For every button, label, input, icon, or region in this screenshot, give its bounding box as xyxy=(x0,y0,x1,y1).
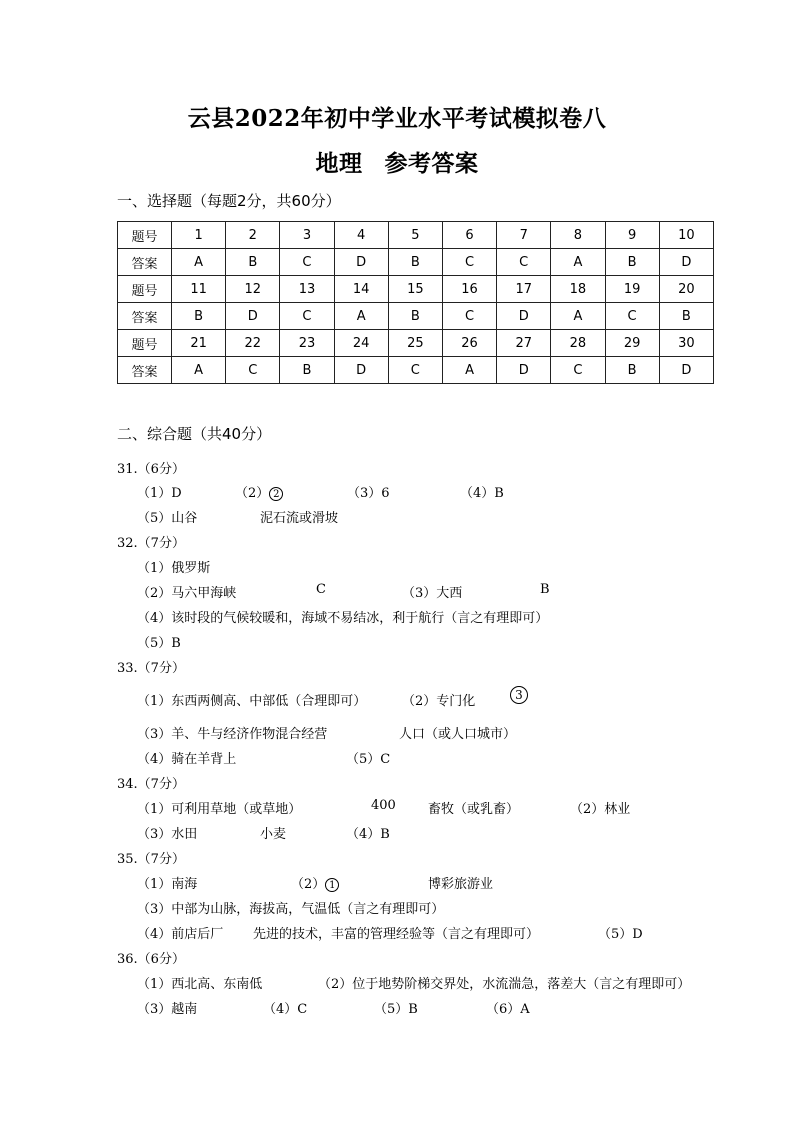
q36-heading: 36.（6分） xyxy=(117,952,185,967)
q35-answer-5: （5）D xyxy=(598,927,643,942)
q32-answer-1: （1）俄罗斯 xyxy=(137,561,211,576)
table-cell: D xyxy=(334,249,388,276)
q32-answer-4: （4）该时段的气候较暖和，海域不易结冰，利于航行（言之有理即可） xyxy=(137,611,549,626)
table-cell: C xyxy=(442,303,496,330)
table-cell: 5 xyxy=(388,222,442,249)
q36-answer-1: （1）西北高、东南低 xyxy=(137,977,263,992)
table-cell: 7 xyxy=(497,222,551,249)
q32-answer-2b: C xyxy=(316,582,326,597)
table-row xyxy=(118,249,714,276)
q35-answer-1: （1）南海 xyxy=(137,877,198,892)
table-cell: 15 xyxy=(388,276,442,303)
q31-answer-2: （2） 2 xyxy=(235,482,283,501)
q33-answer-1: （1）东西两侧高、中部低（合理即可） xyxy=(137,694,367,709)
table-cell: C xyxy=(442,249,496,276)
table-cell: 18 xyxy=(551,276,605,303)
row-label: 题号 xyxy=(118,276,172,303)
table-cell: D xyxy=(659,249,713,276)
table-cell: 2 xyxy=(226,222,280,249)
table-cell: D xyxy=(497,303,551,330)
table-cell: 16 xyxy=(442,276,496,303)
table-cell: 29 xyxy=(605,330,659,357)
q36-answer-6: （6）A xyxy=(486,1002,530,1017)
q36-answer-4: （4）C xyxy=(263,1002,308,1017)
q31-answer-4: （4）B xyxy=(460,486,504,501)
row-label: 答案 xyxy=(118,357,172,384)
q34-answer-4: （4）B xyxy=(346,827,390,842)
q36-answer-3: （3）越南 xyxy=(137,1002,198,1017)
table-cell: A xyxy=(172,357,226,384)
table-row xyxy=(118,276,714,303)
answer-key-label: 参考答案 xyxy=(384,150,479,177)
section-choice-heading: 一、选择题（每题2分，共60分） xyxy=(117,192,341,210)
q34-answer-2: （2）林业 xyxy=(570,802,631,817)
q35-heading: 35.（7分） xyxy=(117,852,185,867)
table-cell: C xyxy=(280,249,334,276)
table-cell: B xyxy=(388,303,442,330)
table-cell: 3 xyxy=(280,222,334,249)
q34-answer-3b: 小麦 xyxy=(260,827,287,842)
table-cell: B xyxy=(388,249,442,276)
table-row xyxy=(118,222,714,249)
q32-heading: 32.（7分） xyxy=(117,536,185,551)
choice-answer-table xyxy=(117,221,714,384)
table-cell: 14 xyxy=(334,276,388,303)
q35-answer-4b: 先进的技术，丰富的管理经验等（言之有理即可） xyxy=(253,927,540,942)
table-cell: 17 xyxy=(497,276,551,303)
table-cell: A xyxy=(551,249,605,276)
q31-heading: 31.（6分） xyxy=(117,462,185,477)
q34-answer-1: （1）可利用草地（或草地） xyxy=(137,802,302,817)
circled-number: 1 xyxy=(325,878,339,892)
table-cell: 20 xyxy=(659,276,713,303)
table-cell: 8 xyxy=(551,222,605,249)
table-cell: 26 xyxy=(442,330,496,357)
q35-answer-3: （3）中部为山脉，海拔高，气温低（言之有理即可） xyxy=(137,902,445,917)
table-cell: B xyxy=(226,249,280,276)
table-cell: 10 xyxy=(659,222,713,249)
table-cell: 21 xyxy=(172,330,226,357)
q34-answer-1c: 畜牧（或乳畜） xyxy=(428,802,520,817)
table-cell: 6 xyxy=(442,222,496,249)
table-cell: C xyxy=(226,357,280,384)
table-cell: C xyxy=(497,249,551,276)
q33-heading: 33.（7分） xyxy=(117,661,185,676)
q31-answer-5b: 泥石流或滑坡 xyxy=(260,511,339,526)
table-cell: 12 xyxy=(226,276,280,303)
q34-answer-1b: 400 xyxy=(371,798,396,813)
section-comprehensive-heading: 二、综合题（共40分） xyxy=(117,425,272,443)
circled-number: 2 xyxy=(269,487,283,501)
table-cell: B xyxy=(172,303,226,330)
document-subtitle xyxy=(0,145,794,178)
q35-answer-2b: 博彩旅游业 xyxy=(428,877,494,892)
table-cell: 24 xyxy=(334,330,388,357)
q34-answer-3: （3）水田 xyxy=(137,827,198,842)
q33-circled-answer xyxy=(510,686,528,704)
q31-answer-1: （1）D xyxy=(137,486,182,501)
q35-answer-4: （4）前店后厂 xyxy=(137,927,224,942)
table-cell: 4 xyxy=(334,222,388,249)
document-title: 云县2022年初中学业水平考试模拟卷八 xyxy=(187,105,607,132)
table-cell: A xyxy=(442,357,496,384)
table-cell: 1 xyxy=(172,222,226,249)
table-cell: A xyxy=(334,303,388,330)
q31-answer-5: （5）山谷 xyxy=(137,511,198,526)
q33-answer-2: （2）专门化 xyxy=(402,694,476,709)
q31-answer-3: （3）6 xyxy=(347,486,390,501)
table-cell: 11 xyxy=(172,276,226,303)
table-cell: A xyxy=(172,249,226,276)
table-row xyxy=(118,357,714,384)
table-cell: 28 xyxy=(551,330,605,357)
q32-answer-2: （2）马六甲海峡 xyxy=(137,586,237,601)
table-cell: C xyxy=(551,357,605,384)
q36-answer-5: （5）B xyxy=(374,1002,418,1017)
table-cell: 13 xyxy=(280,276,334,303)
table-cell: B xyxy=(280,357,334,384)
subject-label: 地理 xyxy=(315,150,363,177)
table-cell: B xyxy=(605,357,659,384)
table-cell: D xyxy=(334,357,388,384)
table-cell: 22 xyxy=(226,330,280,357)
table-cell: 25 xyxy=(388,330,442,357)
q32-answer-3: （3）大西 xyxy=(402,586,463,601)
q32-answer-5: （5）B xyxy=(137,636,181,651)
table-cell: D xyxy=(659,357,713,384)
q33-answer-4: （4）骑在羊背上 xyxy=(137,752,237,767)
table-row xyxy=(118,303,714,330)
table-row xyxy=(118,330,714,357)
table-cell: 30 xyxy=(659,330,713,357)
table-cell: A xyxy=(551,303,605,330)
table-cell: 9 xyxy=(605,222,659,249)
table-cell: C xyxy=(388,357,442,384)
row-label: 题号 xyxy=(118,222,172,249)
table-cell: D xyxy=(226,303,280,330)
table-cell: 27 xyxy=(497,330,551,357)
q36-answer-2: （2）位于地势阶梯交界处，水流湍急，落差大（言之有理即可） xyxy=(318,977,691,992)
q32-answer-3b: B xyxy=(540,582,550,597)
q35-answer-2: （2） 1 xyxy=(291,873,339,892)
row-label: 题号 xyxy=(118,330,172,357)
table-cell: C xyxy=(280,303,334,330)
table-cell: D xyxy=(497,357,551,384)
table-cell: B xyxy=(659,303,713,330)
table-cell: 19 xyxy=(605,276,659,303)
circled-number: 3 xyxy=(510,686,528,704)
table-cell: C xyxy=(605,303,659,330)
q34-heading: 34.（7分） xyxy=(117,777,185,792)
row-label: 答案 xyxy=(118,303,172,330)
q33-answer-5: （5）C xyxy=(346,752,391,767)
q33-answer-3: （3）羊、牛与经济作物混合经营 xyxy=(137,727,328,742)
table-cell: B xyxy=(605,249,659,276)
table-cell: 23 xyxy=(280,330,334,357)
q33-answer-3b: 人口（或人口城市） xyxy=(399,727,517,742)
row-label: 答案 xyxy=(118,249,172,276)
